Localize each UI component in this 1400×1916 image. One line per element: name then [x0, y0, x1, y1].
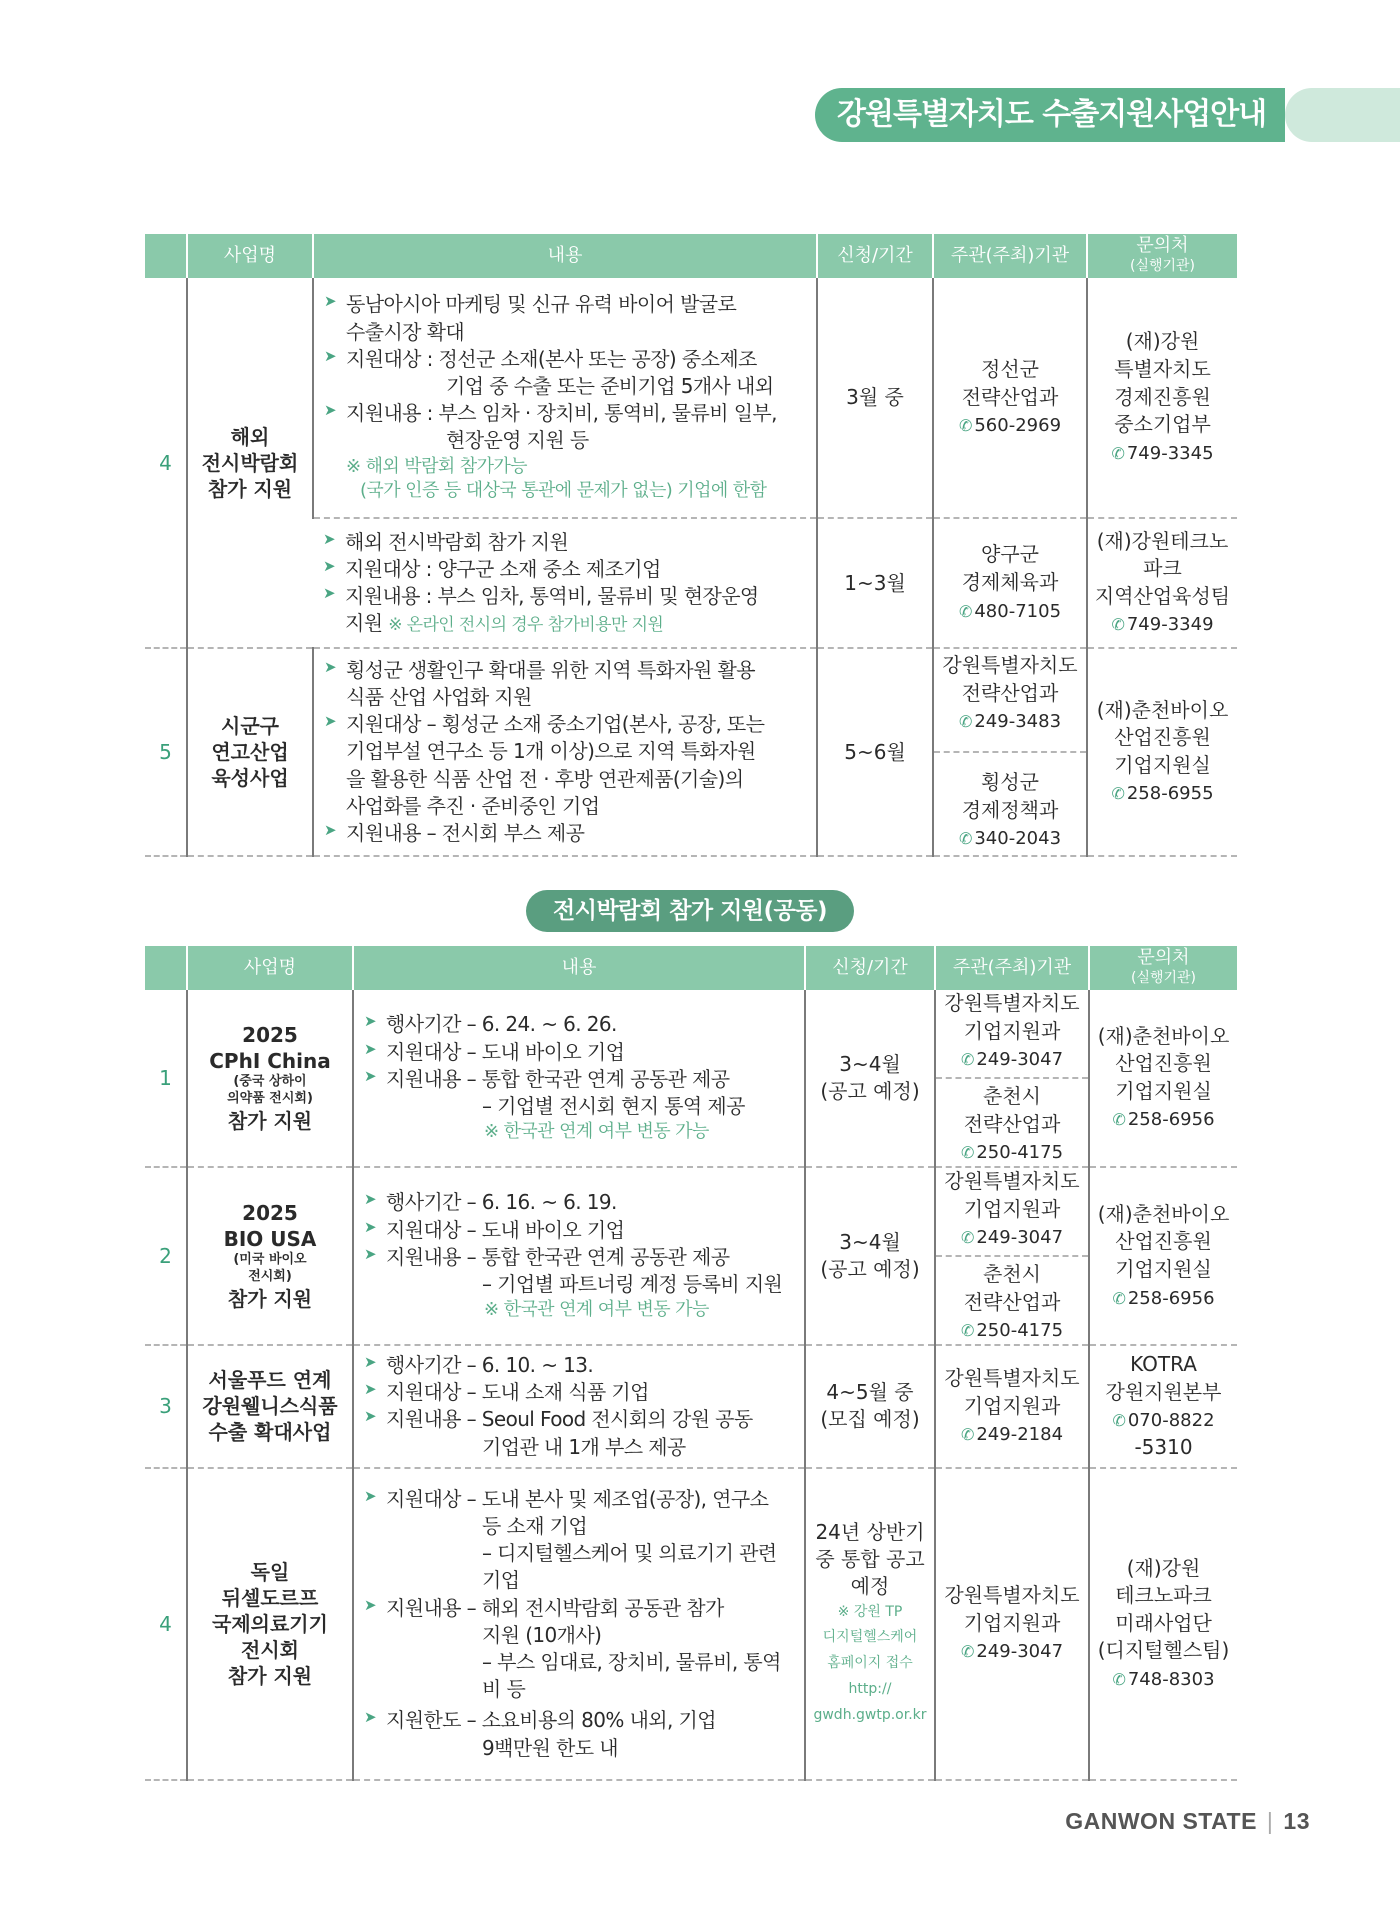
note: ※ 해외 박람회 참가가능 (국가 인증 등 대상국 통관에 문제가 없는) 기업에 한함	[346, 455, 767, 502]
row-number: 2	[145, 1167, 187, 1345]
page-number: 13	[1283, 1808, 1310, 1834]
list-item: ➤ 지원한도 – 소요비용의 80% 내외, 기업 9백만원 한도 내	[364, 1707, 798, 1761]
period: 3~4월 (공고 예정)	[805, 1167, 935, 1345]
header-org: 주관(주최)기관	[935, 946, 1089, 990]
list-item: ➤ 해외 전시박람회 참가 지원	[323, 529, 810, 556]
host-org: 양구군 경제체육과 ✆ 480-7105	[933, 518, 1087, 648]
program-content	[353, 1167, 805, 1345]
phone-icon: ✆	[1111, 443, 1125, 463]
list-item: ➤ 지원대상 – 도내 본사 및 제조업(공장), 연구소 등 소재 기업 – 디지털헬스케어 및 의료기기 관련 기업	[364, 1486, 798, 1595]
header-org: 주관(주최)기관	[933, 234, 1087, 278]
header-contact: 문의처 (실행기관)	[1087, 234, 1237, 278]
program-name: 2025 CPhI China (중국 상하이 의약품 전시회) 참가 지원	[187, 990, 353, 1167]
contact: (재)강원테크노파크 지역산업육성팀 ✆ 749-3349	[1087, 518, 1237, 648]
list-item: ➤ 횡성군 생활인구 확대를 위한 지역 특화자원 활용 식품 산업 사업화 지원	[324, 657, 810, 711]
period: 3월 중	[817, 278, 933, 518]
list-item: ➤ 지원내용 – 전시회 부스 제공	[324, 820, 810, 847]
host-org: 강원특별자치도 기업지원과 ✆ 249-2184	[935, 1345, 1089, 1468]
table-row	[145, 990, 1237, 1167]
header-content: 내용	[353, 946, 805, 990]
contact: (재)강원 특별자치도 경제진흥원 중소기업부 ✆ 749-3345	[1087, 278, 1237, 518]
header-content: 내용	[313, 234, 817, 278]
table-row	[145, 1167, 1237, 1345]
phone-icon: ✆	[1112, 1288, 1126, 1308]
support-table-2	[145, 946, 1237, 1781]
list-item: ➤ 행사기간 – 6. 24. ~ 6. 26.	[364, 1011, 798, 1038]
list-item: ➤ 동남아시아 마케팅 및 신규 유력 바이어 발굴로 수출시장 확대	[324, 291, 810, 345]
header-contact: 문의처 (실행기관)	[1089, 946, 1237, 990]
list-item: ➤ 지원대상 : 정선군 소재(본사 또는 공장) 중소제조 기업 중 수출 또는 준비기업 5개사 내외	[324, 346, 810, 400]
host-org: 강원특별자치도 기업지원과 ✆ 249-3047	[935, 1468, 1089, 1780]
period: 24년 상반기 중 통합 공고 예정 ※ 강원 TP 디지털헬스케어 홈페이지 접수 http:// gwdh.gwtp.or.kr	[805, 1468, 935, 1780]
program-content	[353, 990, 805, 1167]
phone-icon: ✆	[1111, 615, 1125, 635]
contact: (재)강원 테크노파크 미래사업단 (디지털헬스팀) ✆ 748-8303	[1089, 1468, 1237, 1780]
list-item: ➤ 지원내용 : 부스 임차, 통역비, 물류비 및 현장운영 지원 ※ 온라인 전시의 경우 참가비용만 지원	[323, 583, 810, 637]
period: 1~3월	[817, 518, 933, 648]
phone-icon: ✆	[958, 829, 973, 849]
list-item: ➤ 지원대상 – 횡성군 소재 중소기업(본사, 공장, 또는 기업부설 연구소 등 1개 이상)으로 지역 특화자원 을 활용한 식품 산업 전 · 후방 연관제품(기술)의 사업화를 추진 · 준비중인 기업	[324, 711, 810, 820]
list-item: ➤ 행사기간 – 6. 10. ~ 13.	[364, 1352, 798, 1379]
table-row	[145, 1468, 1237, 1780]
header-name: 사업명	[187, 234, 313, 278]
phone-icon: ✆	[1112, 1670, 1126, 1690]
program-content	[313, 278, 817, 518]
contact: (재)춘천바이오 산업진흥원 기업지원실 ✆ 258-6955	[1087, 648, 1237, 856]
note: ※ 한국관 연계 여부 변동 가능	[484, 1121, 709, 1143]
list-item: ➤ 지원내용 – 통합 한국관 연계 공동관 제공 – 기업별 파트너링 계정 등록비 지원	[364, 1244, 798, 1298]
program-content	[353, 1468, 805, 1780]
phone-icon: ✆	[960, 1143, 975, 1163]
table-row	[145, 1345, 1237, 1468]
period: 5~6월	[817, 648, 933, 856]
program-name: 독일 뒤셀도르프 국제의료기기 전시회 참가 지원	[187, 1468, 353, 1780]
period: 3~4월 (공고 예정)	[805, 990, 935, 1167]
row-number: 4	[145, 278, 187, 648]
period-note: ※ 강원 TP 디지털헬스케어 홈페이지 접수 http:// gwdh.gwtp.or.kr	[813, 1603, 927, 1724]
header-num	[145, 946, 187, 990]
program-name: 해외 전시박람회 참가 지원	[187, 278, 313, 648]
contact: (재)춘천바이오 산업진흥원 기업지원실 ✆ 258-6956	[1089, 990, 1237, 1167]
period: 4~5월 중 (모집 예정)	[805, 1345, 935, 1468]
host-org: 강원특별자치도 기업지원과 ✆ 249-3047 춘천시 전략산업과 ✆ 250-4175	[935, 1167, 1089, 1345]
phone-icon: ✆	[1112, 1110, 1126, 1130]
phone-icon: ✆	[958, 712, 973, 732]
program-name: 2025 BIO USA (미국 바이오 전시회) 참가 지원	[187, 1167, 353, 1345]
host-org: 정선군 전략산업과 ✆ 560-2969	[933, 278, 1087, 518]
host-org: 강원특별자치도 전략산업과 ✆ 249-3483 횡성군 경제정책과 ✆ 340-2043	[933, 648, 1087, 856]
table-row	[145, 648, 1237, 856]
program-name: 서울푸드 연계 강원웰니스식품 수출 확대사업	[187, 1345, 353, 1468]
row-number: 4	[145, 1468, 187, 1780]
program-content	[313, 648, 817, 856]
row-number: 1	[145, 990, 187, 1167]
phone-icon: ✆	[960, 1425, 975, 1445]
row-number: 5	[145, 648, 187, 856]
header-tab-decoration	[1285, 88, 1400, 142]
list-item: ➤ 행사기간 – 6. 16. ~ 6. 19.	[364, 1189, 798, 1216]
host-org: 강원특별자치도 기업지원과 ✆ 249-3047 춘천시 전략산업과 ✆ 250-4175	[935, 990, 1089, 1167]
phone-icon: ✆	[958, 416, 973, 436]
program-name: 시군구 연고산업 육성사업	[187, 648, 313, 856]
header-period: 신청/기간	[805, 946, 935, 990]
note: ※ 한국관 연계 여부 변동 가능	[484, 1299, 709, 1321]
contact: KOTRA 강원지원본부 ✆ 070-8822 -5310	[1089, 1345, 1237, 1468]
section-title: 전시박람회 참가 지원(공동)	[526, 890, 854, 932]
list-item: ➤ 지원대상 – 도내 바이오 기업	[364, 1039, 798, 1066]
phone-icon: ✆	[960, 1642, 975, 1662]
list-item: ➤ 지원대상 : 양구군 소재 중소 제조기업	[323, 556, 810, 583]
phone-icon: ✆	[960, 1321, 975, 1341]
footer-brand: GANWON STATE	[1065, 1808, 1257, 1834]
header-period: 신청/기간	[817, 234, 933, 278]
program-content	[313, 518, 817, 648]
list-item: ➤ 지원대상 – 도내 바이오 기업	[364, 1217, 798, 1244]
row-number: 3	[145, 1345, 187, 1468]
list-item: ➤ 지원내용 – Seoul Food 전시회의 강원 공동 기업관 내 1개 부스 제공	[364, 1406, 798, 1460]
phone-icon: ✆	[1111, 784, 1125, 804]
list-item: ➤ 지원내용 : 부스 임차 · 장치비, 통역비, 물류비 일부, 현장운영 지원 등	[324, 400, 810, 454]
phone-icon: ✆	[960, 1228, 975, 1248]
phone-icon: ✆	[1112, 1411, 1126, 1431]
header-name: 사업명	[187, 946, 353, 990]
table-row	[145, 278, 1237, 518]
phone-icon: ✆	[958, 601, 973, 621]
contact: (재)춘천바이오 산업진흥원 기업지원실 ✆ 258-6956	[1089, 1167, 1237, 1345]
list-item: ➤ 지원대상 – 도내 소재 식품 기업	[364, 1379, 798, 1406]
list-item: ➤ 지원내용 – 통합 한국관 연계 공동관 제공 – 기업별 전시회 현지 통역 제공	[364, 1066, 798, 1120]
program-content	[353, 1345, 805, 1468]
page-footer: GANWON STATE | 13	[1065, 1808, 1310, 1834]
support-table-1	[145, 234, 1237, 857]
header-num	[145, 234, 187, 278]
list-item: ➤ 지원내용 – 해외 전시박람회 공동관 참가 지원 (10개사) – 부스 임대료, 장치비, 물류비, 통역 비 등	[364, 1595, 798, 1704]
section-header: 강원특별자치도 수출지원사업안내	[815, 88, 1285, 142]
phone-icon: ✆	[960, 1050, 975, 1070]
